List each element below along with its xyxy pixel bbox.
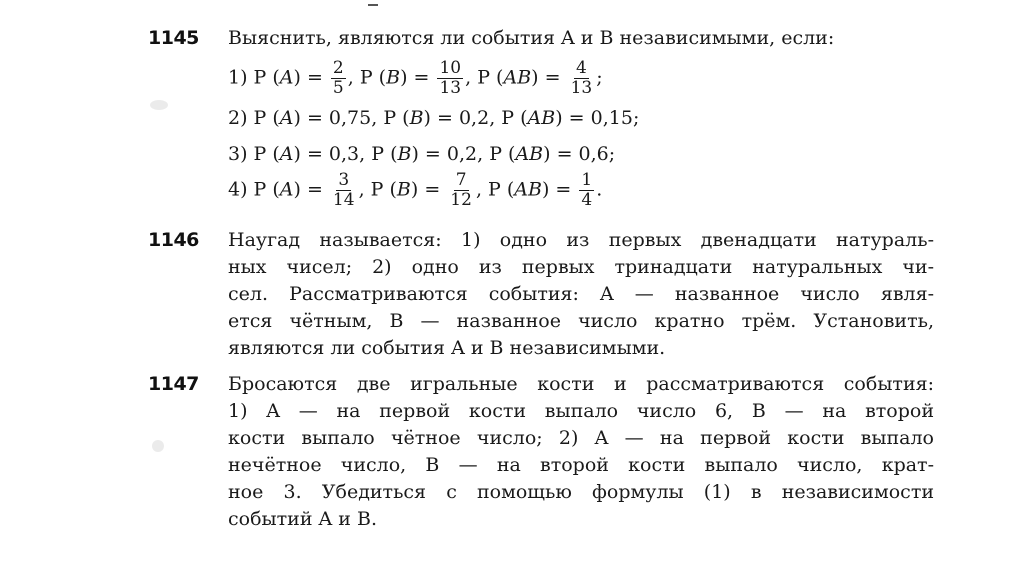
fraction xyxy=(331,60,346,97)
item-label: 2) xyxy=(228,107,248,129)
numerator: 2 xyxy=(332,58,344,78)
value: 0,2 xyxy=(446,143,478,165)
text-line: Бросаются две игральные кости и рассматриваются события: xyxy=(228,373,934,395)
fraction xyxy=(569,60,595,97)
numerator: 10 xyxy=(439,58,462,78)
event-name: B xyxy=(397,143,412,165)
denominator: 12 xyxy=(450,190,472,210)
print-mark xyxy=(368,4,378,6)
text-line: являются ли события A и B независимыми. xyxy=(228,337,666,359)
text-line: Наугад называется: 1) одно из первых двенадцати натураль- xyxy=(228,229,934,251)
numerator: 4 xyxy=(575,58,587,78)
p-symbol: P xyxy=(501,107,515,129)
event-name: A xyxy=(279,178,294,201)
event-name: A xyxy=(279,107,294,129)
numerator: 3 xyxy=(338,170,350,190)
p-symbol: P xyxy=(489,143,502,165)
item-line: 3) P (A) = 0,3, P (B) = 0,2, P (AB) = 0,6; xyxy=(228,143,616,165)
text-line: нечётное число, B — на второй кости выпало число, крат- xyxy=(228,454,934,476)
p-symbol: P xyxy=(253,66,267,89)
value: 0,2 xyxy=(458,107,490,129)
p-symbol: P xyxy=(253,178,267,201)
p-symbol: P xyxy=(253,143,267,165)
event-name: AB xyxy=(503,66,532,89)
value: 0,15 xyxy=(590,107,633,129)
scan-smudge xyxy=(150,100,168,110)
terminator: ; xyxy=(596,66,603,89)
terminator: ; xyxy=(632,107,640,129)
item-line: 1) P (A) = $\frac{2}{5}$ , P (B) = $\frac{10}{13}$ , P (AB) = $\frac{4}{13}$ ; xyxy=(228,58,603,98)
event-name: AB xyxy=(515,143,544,165)
text-line: ное 3. Убедиться с помощью формулы (1) в независимости xyxy=(228,481,934,503)
fraction xyxy=(331,172,357,209)
numerator: 7 xyxy=(455,170,467,190)
event-name: B xyxy=(386,66,401,89)
denominator: 5 xyxy=(332,78,344,98)
p-symbol: P xyxy=(359,66,373,89)
event-name: B xyxy=(396,178,411,201)
p-symbol: P xyxy=(488,178,501,201)
text-line: сел. Рассматриваются события: A — названное число явля- xyxy=(228,283,934,305)
p-symbol: P xyxy=(253,107,267,129)
denominator: 4 xyxy=(581,190,593,210)
event-name: AB xyxy=(514,178,542,201)
item-label: 1) xyxy=(228,66,248,89)
numerator: 1 xyxy=(581,170,593,190)
p-symbol: P xyxy=(383,107,397,129)
p-symbol: P xyxy=(371,143,385,165)
text-line: ных чисел; 2) одно из первых тринадцати натуральных чи- xyxy=(228,256,934,278)
p-symbol: P xyxy=(370,178,384,201)
problem-number: 1147 xyxy=(148,373,199,395)
item-line: 4) P (A) = $\frac{3}{14}$ , P (B) = $\frac{7}{12}$ , P (AB) = $\frac{1}{4}$ . xyxy=(228,170,603,210)
value: 0,75 xyxy=(328,107,372,129)
problem-intro: Выяснить, являются ли события A и B независимыми, если: xyxy=(228,27,835,49)
text-line: событий A и B. xyxy=(228,508,377,530)
event-name: B xyxy=(409,107,424,129)
p-symbol: P xyxy=(477,66,491,89)
item-label: 4) xyxy=(228,178,248,201)
problem-number: 1145 xyxy=(148,27,199,49)
event-name: A xyxy=(279,66,294,89)
terminator: . xyxy=(596,178,603,201)
item-line: 2) P (A) = 0,75, P (B) = 0,2, P (AB) = 0,15; xyxy=(228,107,640,129)
text-line: ется чётным, B — названное число кратно трём. Установить, xyxy=(228,310,934,332)
problem-number: 1146 xyxy=(148,229,199,251)
denominator: 13 xyxy=(439,78,462,98)
text-line: 1) A — на первой кости выпало число 6, B — на второй xyxy=(228,400,934,422)
value: 0,3 xyxy=(328,143,360,165)
text-line: кости выпало чётное число; 2) A — на первой кости выпало xyxy=(228,427,934,449)
terminator: ; xyxy=(608,143,616,165)
denominator: 14 xyxy=(332,190,355,210)
value: 0,6 xyxy=(578,143,609,165)
scan-smudge xyxy=(152,440,164,452)
event-name: A xyxy=(279,143,294,165)
denominator: 13 xyxy=(570,78,593,98)
fraction xyxy=(437,60,463,97)
fraction xyxy=(579,172,594,209)
event-name: AB xyxy=(527,107,556,129)
fraction xyxy=(448,172,474,209)
item-label: 3) xyxy=(228,143,248,165)
